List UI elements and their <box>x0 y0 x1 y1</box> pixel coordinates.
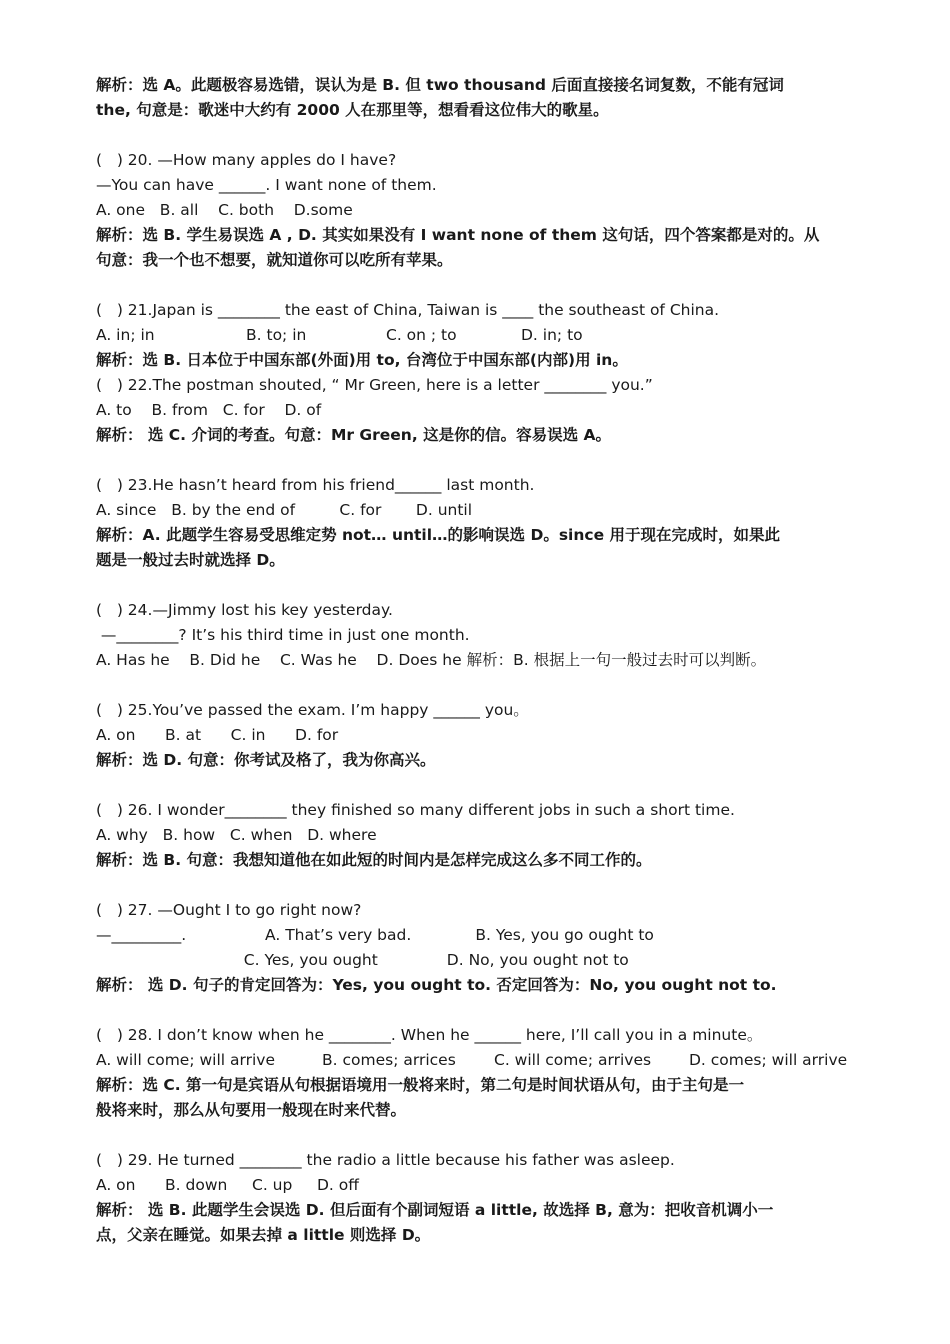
analysis-line: 点，父亲在睡觉。如果去掉 a little 则选择 D。 <box>96 1226 431 1244</box>
analysis-line: 解析：选 B. 句意：我想知道他在如此短的时间内是怎样完成这么多不同工作的。 <box>96 851 652 869</box>
question-line: —You can have ______. I want none of them. <box>96 176 437 194</box>
option-text: A. in; in <box>96 326 155 344</box>
answer-options <box>96 323 876 348</box>
option-text: C. on ; to <box>386 326 457 344</box>
question-line: ( ) 26. I wonder________ they finished so many different jobs in such a short time. <box>96 801 735 819</box>
blank-line <box>96 573 876 598</box>
analysis-line: 解析：A. 此题学生容易受思维定势 not… until…的影响误选 D。since 用于现在完成时，如果此 <box>96 526 780 544</box>
question-line: ( ) 20. —How many apples do I have? <box>96 151 397 169</box>
analysis-line: 解析：选 B. 日本位于中国东部(外面)用 to, 台湾位于中国东部(内部)用 in。 <box>96 351 628 369</box>
analysis-line: 解析：选 A。此题极容易选错，误认为是 B. 但 two thousand 后面直接接名词复数，不能有冠词 <box>96 76 784 94</box>
blank-line <box>96 998 876 1023</box>
question-line: —________? It’s his third time in just one month. <box>96 626 470 644</box>
question-line: A. one B. all C. both D.some <box>96 201 353 219</box>
question-line: ( ) 21.Japan is ________ the east of China, Taiwan is ____ the southeast of China. <box>96 301 720 319</box>
question-line: A. Has he B. Did he C. Was he D. Does he 解析：B. 根据上一句一般过去时可以判断。 <box>96 651 767 669</box>
blank-line <box>96 123 876 148</box>
question-line: ( ) 25.You’ve passed the exam. I’m happy ______ you。 <box>96 701 529 719</box>
analysis-line: 解析：选 B. 学生易误选 A , D. 其实如果没有 I want none of them 这句话，四个答案都是对的。从 <box>96 226 820 244</box>
question-line: C. Yes, you ought D. No, you ought not to <box>96 951 629 969</box>
blank-line <box>96 273 876 298</box>
answer-options <box>96 1048 876 1073</box>
option-text: B. to; in <box>246 326 307 344</box>
question-line: ( ) 29. He turned ________ the radio a little because his father was asleep. <box>96 1151 675 1169</box>
analysis-line: 题是一般过去时就选择 D。 <box>96 551 285 569</box>
question-line: A. on B. down C. up D. off <box>96 1176 359 1194</box>
question-line: ( ) 24.—Jimmy lost his key yesterday. <box>96 601 393 619</box>
question-line: ( ) 23.He hasn’t heard from his friend______ last month. <box>96 476 535 494</box>
blank-line <box>96 448 876 473</box>
analysis-line: 解析：选 C. 第一句是宾语从句根据语境用一般将来时，第二句是时间状语从句，由于主句是一 <box>96 1076 745 1094</box>
blank-line <box>96 673 876 698</box>
option-text: C. will come; arrives <box>494 1051 652 1069</box>
question-line: A. on B. at C. in D. for <box>96 726 339 744</box>
option-text: D. comes; will arrive <box>689 1051 848 1069</box>
question-line: A. to B. from C. for D. of <box>96 401 322 419</box>
analysis-line: 解析： 选 D. 句子的肯定回答为：Yes, you ought to. 否定回答为：No, you ought not to. <box>96 976 777 994</box>
blank-line <box>96 873 876 898</box>
analysis-line: 解析： 选 B. 此题学生会误选 D. 但后面有个副词短语 a little, 故选择 B, 意为：把收音机调小一 <box>96 1201 774 1219</box>
option-text: B. comes; arrices <box>322 1051 456 1069</box>
question-line: —_________. A. That’s very bad. B. Yes, you go ought to <box>96 926 654 944</box>
question-line: A. why B. how C. when D. where <box>96 826 377 844</box>
question-line: ( ) 22.The postman shouted, “ Mr Green, here is a letter ________ you.” <box>96 376 653 394</box>
analysis-line: 解析： 选 C. 介词的考查。句意：Mr Green, 这是你的信。容易误选 A。 <box>96 426 612 444</box>
question-line: ( ) 27. —Ought I to go right now? <box>96 901 362 919</box>
option-text: A. will come; will arrive <box>96 1051 276 1069</box>
blank-line <box>96 773 876 798</box>
analysis-line: the, 句意是：歌迷中大约有 2000 人在那里等，想看看这位伟大的歌星。 <box>96 101 609 119</box>
analysis-line: 解析：选 D. 句意：你考试及格了，我为你高兴。 <box>96 751 436 769</box>
question-line: A. since B. by the end of C. for D. until <box>96 501 473 519</box>
question-line: ( ) 28. I don’t know when he ________. When he ______ here, I’ll call you in a minute。 <box>96 1026 763 1044</box>
analysis-line: 句意：我一个也不想要，就知道你可以吃所有苹果。 <box>96 251 453 269</box>
blank-line <box>96 1123 876 1148</box>
option-text: D. in; to <box>521 326 583 344</box>
analysis-line: 般将来时，那么从句要用一般现在时来代替。 <box>96 1101 407 1119</box>
